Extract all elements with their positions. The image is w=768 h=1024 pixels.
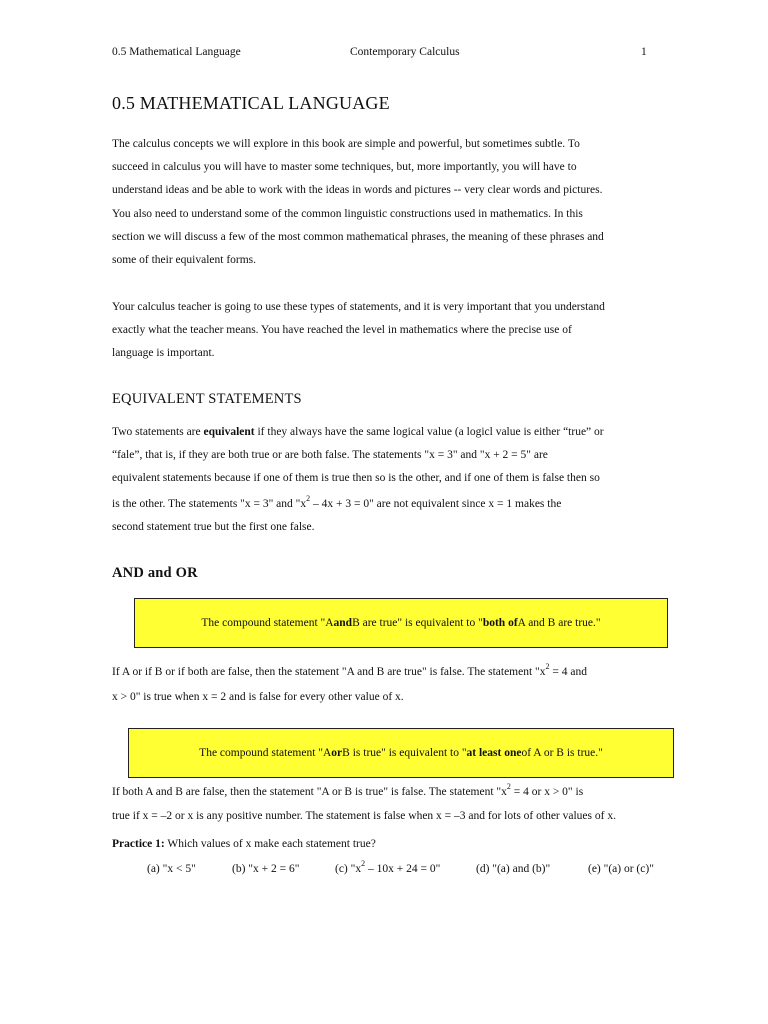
box-bold: or [331, 747, 343, 759]
box-bold: both of [482, 617, 518, 629]
practice-c-text: (c) "x [335, 863, 362, 875]
teacher-paragraph [112, 296, 672, 366]
and-text: If A or if B or if both are false, then the statement "A and B are true" is false. The statement "x [112, 666, 546, 678]
equivalent-line: “fale”, that is, if they are both true or are both false. The statements "x = 3" and "x + 2 = 5" are [112, 449, 548, 462]
running-header-section: 0.5 Mathematical Language [112, 46, 241, 58]
exponent: 2 [506, 782, 511, 791]
or-definition-box [128, 728, 674, 778]
practice-item-a: (a) "x < 5" [147, 863, 196, 875]
equivalent-line [112, 421, 672, 444]
practice-label: Practice 1: [112, 838, 165, 850]
and-text: = 4 and [549, 666, 587, 678]
exponent: 2 [361, 859, 366, 868]
box-bold: at least one [466, 747, 522, 759]
intro-line: The calculus concepts we will explore in this book are simple and powerful, but sometimes subtle. To [112, 138, 580, 150]
or-paragraph-line: true if x = –2 or x is any positive number. The statement is false when x = –3 and for lots of other values of x. [112, 810, 616, 822]
practice-item-e: (e) "(a) or (c)" [588, 863, 654, 875]
practice-item-c [335, 859, 441, 875]
box-text: The compound statement "A [201, 617, 334, 629]
box-text: B are true" is equivalent to " [352, 617, 483, 629]
equivalent-term: equivalent [203, 426, 255, 438]
intro-line: You also need to understand some of the common linguistic constructions used in mathematics. In this [112, 207, 583, 220]
and-paragraph-line [112, 662, 587, 678]
practice-c-text: – 10x + 24 = 0" [365, 863, 441, 875]
box-text: of A or B is true." [521, 747, 603, 759]
intro-line: understand ideas and be able to work with the ideas in words and pictures -- very clear words and pictures. [112, 184, 603, 197]
equivalent-line: second statement true but the first one false. [112, 520, 315, 533]
intro-line: section we will discuss a few of the most common mathematical phrases, the meaning of these phrases and [112, 230, 604, 243]
practice-item-b: (b) "x + 2 = 6" [232, 863, 300, 875]
equivalent-text: Two statements are [112, 426, 204, 438]
intro-paragraph [112, 133, 672, 272]
equivalent-text: – 4x + 3 = 0" are not equivalent since x = 1 makes the [310, 497, 562, 510]
intro-line: some of their equivalent forms. [112, 253, 257, 266]
page-number: 1 [641, 46, 647, 58]
practice-prompt [112, 838, 376, 850]
running-header-book: Contemporary Calculus [350, 46, 460, 58]
intro-line: succeed in calculus you will have to master some techniques, but, more importantly, you will have to [112, 161, 577, 174]
equivalent-line: equivalent statements because if one of them is true then so is the other, and if one of them is false then so [112, 472, 600, 485]
equivalent-paragraph [112, 421, 672, 539]
or-text: = 4 or x > 0" is [510, 786, 584, 798]
and-paragraph-line: x > 0" is true when x = 2 and is false for every other value of x. [112, 691, 404, 703]
or-paragraph-line [112, 782, 584, 798]
section-title: 0.5 MATHEMATICAL LANGUAGE [112, 93, 390, 113]
box-text: The compound statement "A [199, 747, 332, 759]
and-definition-box [134, 598, 668, 648]
teacher-line: language is important. [112, 347, 215, 360]
teacher-line: Your calculus teacher is going to use these types of statements, and it is very important that you understand [112, 301, 605, 313]
equivalent-line [112, 491, 672, 516]
box-bold: and [333, 617, 353, 629]
practice-question: Which values of x make each statement true? [164, 838, 376, 850]
equivalent-text: if they always have the same logical value (a logicl value is either “true” or [254, 426, 604, 438]
box-text: A and B are true." [517, 617, 601, 629]
and-or-heading: AND and OR [112, 565, 198, 581]
exponent: 2 [306, 493, 311, 503]
exponent: 2 [545, 662, 550, 671]
box-text: B is true" is equivalent to " [342, 747, 467, 759]
practice-item-d: (d) "(a) and (b)" [476, 863, 551, 875]
equivalent-text: is the other. The statements "x = 3" and "x [112, 497, 307, 510]
teacher-line: exactly what the teacher means. You have reached the level in mathematics where the precise use of [112, 324, 572, 337]
or-text: If both A and B are false, then the statement "A or B is true" is false. The statement "x [112, 786, 507, 798]
equivalent-statements-heading: EQUIVALENT STATEMENTS [112, 391, 302, 407]
